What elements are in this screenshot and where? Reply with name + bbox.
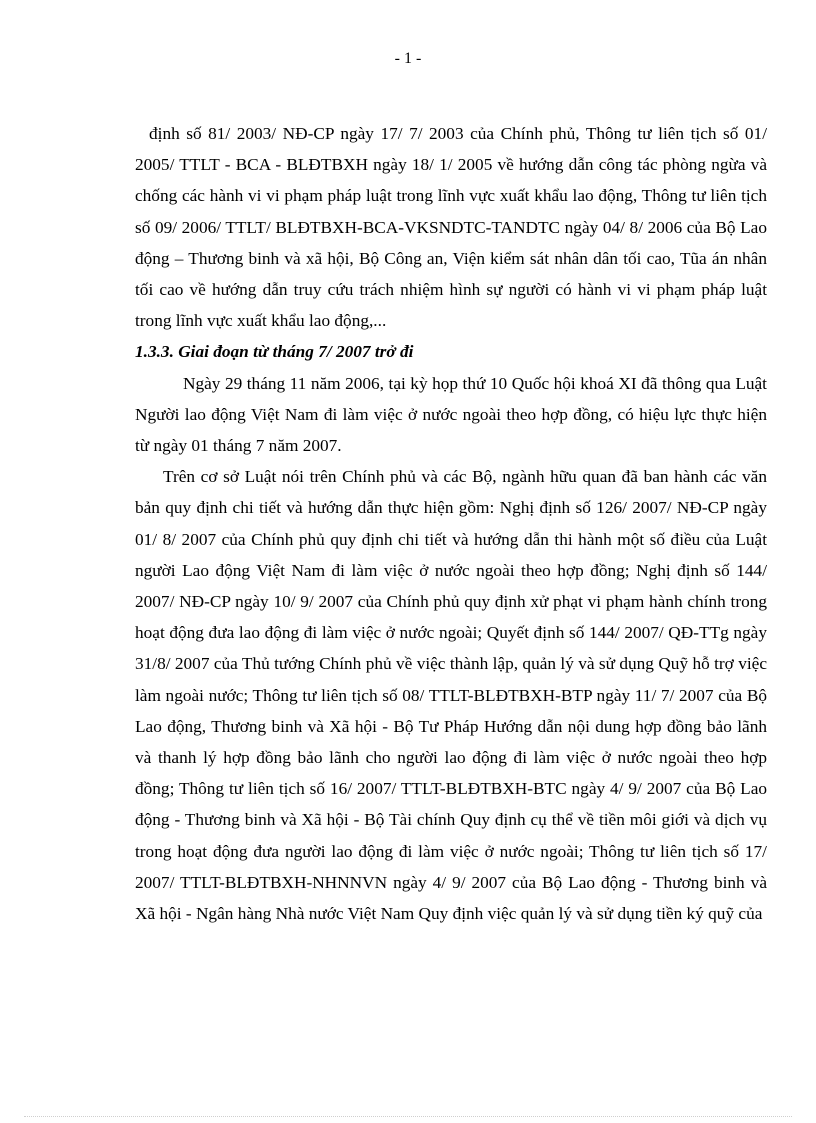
document-body (135, 118, 767, 929)
body-paragraph: Ngày 29 tháng 11 năm 2006, tại kỳ họp thứ 10 Quốc hội khoá XI đã thông qua Luật Người lao động Việt Nam đi làm việc ở nước ngoài theo hợp đồng, có hiệu lực thực hiện từ ngày 01 tháng 7 năm 2007. (135, 373, 767, 456)
section-heading: 1.3.3. Giai đoạn từ tháng 7/ 2007 trở đi (135, 342, 414, 362)
page-bottom-divider (24, 1116, 792, 1117)
page-number: - 1 - (394, 50, 422, 67)
body-paragraph: định số 81/ 2003/ NĐ-CP ngày 17/ 7/ 2003 của Chính phủ, Thông tư liên tịch số 01/ 2005/ TTLT - BCA - BLĐTBXH ngày 18/ 1/ 2005 về hướng dẫn công tác phòng ngừa và chống các hành vi vi phạm pháp luật trong lĩnh vực xuất khẩu lao động, Thông tư liên tịch số 09/ 2006/ TTLT/ BLĐTBXH-BCA-VKSNDTC-TANDTC ngày 04/ 8/ 2006 của Bộ Lao động – Thương binh và xã hội, Bộ Công an, Viện kiểm sát nhân dân tối cao, Tũa án nhân tối cao về hướng dẫn truy cứu trách nhiệm hình sự người có hành vi vi phạm pháp luật trong lĩnh vực xuất khẩu lao động,... (135, 124, 767, 331)
body-paragraph: Trên cơ sở Luật nói trên Chính phủ và các Bộ, ngành hữu quan đã ban hành các văn bản quy định chi tiết và hướng dẫn thực hiện gồm: Nghị định số 126/ 2007/ NĐ-CP ngày 01/ 8/ 2007 của Chính phủ quy định chi tiết và hướng dẫn thi hành một số điều của Luật người Lao động Việt Nam đi làm việc ở nước ngoài theo hợp đồng; Nghị định số 144/ 2007/ NĐ-CP ngày 10/ 9/ 2007 của Chính phủ quy định xử phạt vi phạm hành chính trong hoạt động đưa lao động đi làm việc ở nước ngoài; Quyết định số 144/ 2007/ QĐ-TTg ngày 31/8/ 2007 của Thủ tướng Chính phủ về việc thành lập, quản lý và sử dụng Quỹ hỗ trợ việc làm ngoài nước; Thông tư liên tịch số 08/ TTLT-BLĐTBXH-BTP ngày 11/ 7/ 2007 của Bộ Lao động, Thương binh và Xã hội - Bộ Tư Pháp Hướng dẫn nội dung hợp đồng bảo lãnh và thanh lý hợp đồng bảo lãnh cho người lao động đi làm việc ở nước ngoài theo hợp đồng; Thông tư liên tịch số 16/ 2007/ TTLT-BLĐTBXH-BTC ngày 4/ 9/ 2007 của Bộ Lao động - Thương binh và Xã hội - Bộ Tài chính Quy định cụ thể về tiền môi giới và dịch vụ trong hoạt động đưa người lao động đi làm việc ở nước ngoài; Thông tư liên tịch số 17/ 2007/ TTLT-BLĐTBXH-NHNNVN ngày 4/ 9/ 2007 của Bộ Lao động - Thương binh và Xã hội - Ngân hàng Nhà nước Việt Nam Quy định việc quản lý và sử dụng tiền ký quỹ của (135, 467, 767, 924)
